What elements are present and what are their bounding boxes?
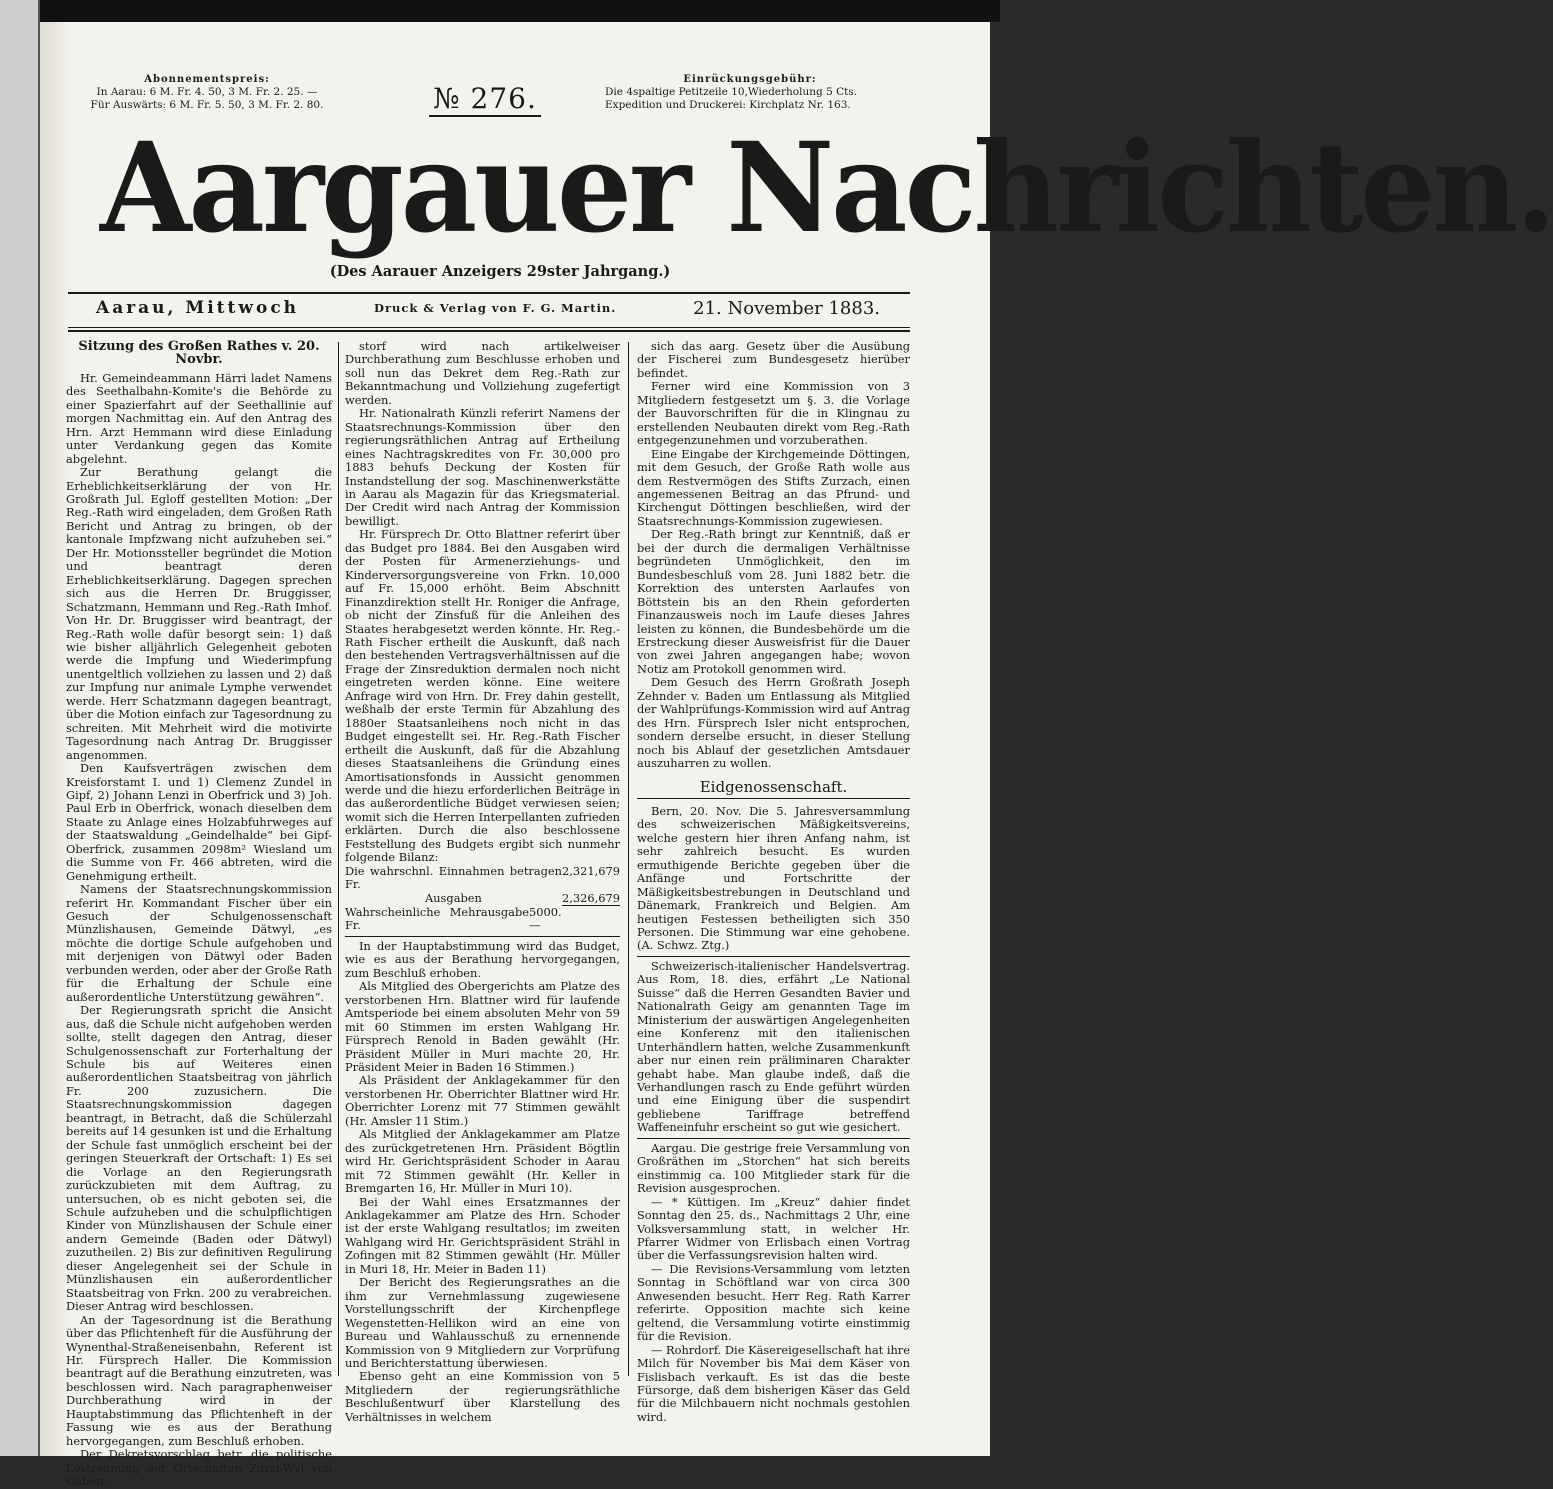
subscription-price-box [72, 73, 342, 112]
paragraph: Hr. Nationalrath Künzli referirt Namens der Staatsrechnungs-Kommission über den regierungsräthlichen Antrag auf Ertheilung eines Nachtragskredites von Fr. 30,000 pro 1883 behufs Deckung der Kosten für Instandstellung der sog. Maschinenwerkstätte in Aarau als Magazin für das Kriegsmaterial. Der Credit wird nach Antrag der Kommission bewilligt. [345, 406, 620, 528]
budget-deficit-label: Wahrscheinliche Mehrausgabe Fr. [345, 905, 530, 933]
advert-fee-line: Expedition und Druckerei: Kirchplatz Nr. 163. [605, 99, 851, 111]
paragraph: Aargau. Die gestrige freie Versammlung von Großräthen im „Storchen“ hat sich bereits einstimmig ca. 100 Mitglieder stark für die Revision ausgesprochen. [637, 1140, 910, 1196]
paragraph: sich das aarg. Gesetz über die Ausübung der Fischerei zum Bundesgesetz hierüber befindet. [637, 339, 910, 380]
paragraph: In der Hauptabstimmung wird das Budget, wie es aus der Berathung hervorgegangen, zum Beschluß erhoben. [345, 938, 620, 980]
paragraph: An der Tagesordnung ist die Berathung über das Pflichtenheft für die Ausführung der Wynenthal-Straßeneisenbahn, Referent ist Hr. Fürsprech Haller. Die Kommission beantragt auf die Berathung einzutreten, was beschlossen wird. Nach paragraphenweiser Durchberathung wird in der Hauptabstimmung das Pflichtenheft in der Fassung wie es aus der Berathung hervorgegangen, zum Beschluß erhoben. [66, 1312, 332, 1448]
budget-separator [345, 936, 620, 937]
budget-expense-row [345, 892, 620, 906]
paragraph: Hr. Fürsprech Dr. Otto Blattner referirt über das Budget pro 1884. Bei den Ausgaben wird der Posten für Armenerziehungs- und Kinderversorgungsvereine von Frkn. 10,000 auf Fr. 15,000 erhöht. Beim Abschnitt Finanzdirektion stellt Hr. Roniger die Anfrage, ob nicht der Zinsfuß für die Anleihen des Staates herabgesetzt werden könnte. Hr. Reg.-Rath Fischer ertheilt die Auskunft, daß nach den bestehenden Vertragsverhältnissen auf die Frage der Zinsreduktion dermalen noch nicht eingetreten werden könne. Eine weitere Anfrage wird von Hrn. Dr. Frey dahin gestellt, weßhalb der erste Termin für Abzahlung des 1880er Staatsanleihens noch nicht in das Budget eingestellt sei. Hr. Reg.-Rath Fischer ertheilt die Auskunft, daß für die Abzahlung dieses Staatsanleihens die Gründung eines Amortisationsfonds in Aussicht genommen werde und die hiezu erforderlichen Beiträge in das außerordentliche Büdget verwiesen seien; womit sich die Herren Interpellanten zufrieden erklärten. Durch die also beschlossene Feststellung des Budgets ergibt sich nunmehr folgende Bilanz: [345, 527, 620, 865]
budget-deficit-row [345, 906, 620, 933]
paragraph: — Die Revisions-Versammlung vom letzten Sonntag in Schöftland war von circa 300 Anwesenden besucht. Herr Reg. Rath Karrer referirte. Opposition machte sich keine geltend, die Versammlung votirte einstimmig für die Revision. [637, 1261, 910, 1344]
budget-income-value: 2,321,679 [562, 863, 620, 878]
paragraph: Schweizerisch-italienischer Handelsvertrag. Aus Rom, 18. dies, erfährt „Le National Suisse“ daß die Herren Gesandten Bavier und Nationalrath Geigy am genannten Tage im Ministerium der auswärtigen Angelegenheiten eine Konferenz mit den italienischen Unterhändlern hatten, welche Zusammenkunft aber nur einen rein präliminaren Charakter gehabt habe. Man glaube indeß, daß die Verhandlungen rasch zu Ende geführt würden und eine Einigung über die suspendirt gebliebene Tariffrage betreffend Waffeneinfuhr erscheint so gut wie gesichert. [637, 958, 910, 1135]
place-day: Aarau, Mittwoch [96, 298, 300, 318]
subscription-line: In Aarau: 6 M. Fr. 4. 50, 3 M. Fr. 2. 25. — [96, 86, 318, 98]
paragraph: Ferner wird eine Kommission von 3 Mitgliedern festgesetzt um §. 3. die Vorlage der Bauvorschriften für die in Klingnau zu erstellenden Neubauten direkt vom Reg.-Rath entgegenzunehmen und vorzuberathen. [637, 379, 910, 448]
paragraph: Namens der Staatsrechnungskommission referirt Hr. Kommandant Fischer über ein Gesuch der Schulgenossenschaft Münzlishausen, Gemeinde Dätwyl, „es möchte die dortige Schule aufgehoben und mit derjenigen von Dätwyl oder Baden verbunden werden, oder aber der Große Rath für die Erhaltung der Schule eine außerordentliche Unterstützung gewähren“. [66, 882, 332, 1004]
advert-fee-line: Die 4spaltige Petitzeile 10,Wiederholung 5 Cts. [605, 86, 858, 98]
subscription-line: Für Auswärts: 6 M. Fr. 5. 50, 3 M. Fr. 2. 80. [90, 99, 324, 111]
paragraph: storf wird nach artikelweiser Durchberathung zum Beschlusse erhoben und soll nun das Dekret dem Reg.-Rath zur Bekanntmachung und Vollziehung zugefertigt werden. [345, 339, 620, 407]
header-rule-mid [68, 327, 910, 328]
article-separator [637, 956, 910, 957]
dateline [68, 298, 910, 326]
column-rule [338, 342, 339, 1376]
scan-left-edge [0, 0, 40, 1456]
paragraph: Als Mitglied der Anklagekammer am Platze des zurückgetretenen Hrn. Präsident Bögtlin wird Hr. Gerichtspräsident Schoder in Aarau mit 72 Stimmen gewählt (Hr. Keller in Bremgarten 16, Hr. Müller in Muri 10). [345, 1127, 620, 1196]
paragraph: Dem Gesuch des Herrn Großrath Joseph Zehnder v. Baden um Entlassung als Mitglied der Wahlprüfungs-Kommission wird auf Antrag des Hrn. Fürsprech Isler nicht entsprochen, sondern derselbe ersucht, in dieser Stellung noch bis Ablauf der gesetzlichen Amtsdauer auszuharren zu wollen. [637, 675, 910, 771]
paragraph: — * Küttigen. Im „Kreuz“ dahier findet Sonntag den 25. ds., Nachmittags 2 Uhr, eine Volksversammlung statt, in welcher Hr. Pfarrer Widmer von Erlisbach einen Vortrag über die Verfassungsrevision halten wird. [637, 1194, 910, 1263]
paragraph: — Rohrdorf. Die Käsereigesellschaft hat ihre Milch für November bis Mai dem Käser von Fislisbach verkauft. Es ist das die beste Fürsorge, daß dem bisherigen Käser das Geld für die Milchbauern nicht nochmals gestohlen wird. [637, 1342, 910, 1424]
budget-income-label: Die wahrschnl. Einnahmen betragen Fr. [345, 863, 563, 892]
budget-income-row [345, 865, 620, 892]
masthead-title: Aargauer Nachrichten. [100, 114, 1553, 261]
paragraph: Ebenso geht an eine Kommission von 5 Mitgliedern der regierungsräthliche Beschlußentwurf über Klarstellung des Verhältnisses in welchem [345, 1369, 620, 1424]
issue-date: 21. November 1883. [693, 298, 880, 319]
paragraph: Eine Eingabe der Kirchgemeinde Döttingen, mit dem Gesuch, der Große Rath wolle aus dem Restvermögen des Stifts Zurzach, einen angemessenen Beitrag an das Pfrund- und Kirchengut Döttingen beschließen, wird der Staatsrechnungs-Kommission zugewiesen. [637, 446, 910, 528]
column-1 [66, 339, 332, 1489]
subscription-title: Abonnementspreis: [144, 74, 270, 85]
paragraph: Als Mitglied des Obergerichts am Platze des verstorbenen Hrn. Blattner wird für laufende Amtsperiode bei einem absoluten Mehr von 59 mit 60 Stimmen im ersten Wahlgang Hr. Fürsprech Renold in Baden gewählt (Hr. Präsident Müller in Muri machte 20, Hr. Präsident Meier in Baden 16 Stimmen.) [345, 979, 620, 1075]
column-2 [345, 339, 620, 1424]
paragraph: Den Kaufsverträgen zwischen dem Kreisforstamt I. und 1) Clemenz Zundel in Gipf, 2) Johann Lenzi in Oberfrick und 3) Joh. Paul Erb in Oberfrick, wonach dieselben dem Staate zu Anlage eines Holzabfuhrweges auf der Staatswaldung „Geindelhalde“ bei Gipf-Oberfrick, zusammen 2098m² Wiesland um die Summe von Fr. 466 abtreten, wird die Genehmigung ertheilt. [66, 761, 332, 883]
section-heading: Eidgenossenschaft. [637, 781, 910, 799]
advert-fee-box [605, 73, 895, 112]
paragraph: Als Präsident der Anklagekammer für den verstorbenen Hr. Oberrichter Blattner wird Hr. Oberrichter Lorenz mit 77 Stimmen gewählt (Hr. Amsler 11 Stim.) [345, 1073, 620, 1128]
paragraph: Bern, 20. Nov. Die 5. Jahresversammlung des schweizerischen Mäßigkeitsvereins, welche gestern hier ihren Anfang nahm, ist sehr zahlreich besucht. Es wurden ermuthigende Berichte gegeben über die Anfänge und Fortschritte der Mäßigkeitsbestrebungen in Deutschland und Dänemark, Frankreich und Belgien. Am heutigen Festessen betheiligten sich 350 Personen. Die Stimmung war eine gehobene. (A. Schwz. Ztg.) [637, 803, 910, 953]
paragraph: Der Reg.-Rath bringt zur Kenntniß, daß er bei der durch die dermaligen Verhältnisse begründeten Unmöglichkeit, den im Bundesbeschluß vom 28. Juni 1882 betr. die Korrektion des untersten Aarlaufes von Böttstein bis an den Rhein geforderten Finanzausweis noch im Laufe dieses Jahres leisten zu können, die Bundesbehörde um die Erstreckung dieser Ausweisfrist für die Dauer von zwei Jahren angegangen habe; wovon Notiz am Protokoll genommen wird. [637, 527, 910, 676]
issue-number-text: № 276. [429, 82, 541, 117]
issue-number [420, 82, 550, 115]
advert-fee-title: Einrückungsgebühr: [683, 74, 817, 85]
paragraph: Bei der Wahl eines Ersatzmannes der Anklagekammer am Platze des Hrn. Schoder ist der erste Wahlgang resultatlos; im zweiten Wahlgang wird Hr. Gerichtspräsident Strähl in Zofingen mit 82 Stimmen gewählt (Hr. Müller in Muri 18, Hr. Meier in Baden 11) [345, 1194, 620, 1276]
column-rule [628, 342, 629, 1376]
scan-top-band [0, 0, 1000, 22]
article-separator [637, 1138, 910, 1139]
paragraph: Der Regierungsrath spricht die Ansicht aus, daß die Schule nicht aufgehoben werden sollte, stellt dagegen den Antrag, dieser Schulgenossenschaft zur Forterhaltung der Schule bis auf Weiteres einen außerordentlichen Staatsbeitrag von jährlich Fr. 200 zuzusichern. Die Staatsrechnungskommission dagegen beantragt, in Betracht, daß die Schülerzahl bereits auf 14 gesunken ist und die Erhaltung der Schule fast unmöglich erscheint bei der geringen Steuerkraft der Ortschaft: 1) Es sei die Vorlage an den Regierungsrath zurückzubieten mit dem Auftrag, zu untersuchen, ob es nicht geboten sei, die Schule aufzuheben und die schulpflichtigen Kinder von Münzlishausen der Schule einer andern Gemeinde (Baden oder Dätwyl) zuzutheilen. 2) Bis zur definitiven Regulirung dieser Angelegenheit sei der Schule in Münzlishausen ein außerordentlicher Staatsbeitrag von Frkn. 200 zu verabreichen. Dieser Antrag wird beschlossen. [66, 1003, 332, 1314]
paragraph: Der Bericht des Regierungsrathes an die ihm zur Vernehmlassung zugewiesene Vorstellungsschrift der Kirchenpflege Wegenstetten-Hellikon wird an eine von Bureau und Wahlausschuß zu ernennende Kommission von 9 Mitgliedern zur Vorprüfung und Berichterstattung überwiesen. [345, 1275, 620, 1370]
budget-expense-value: 2,326,679 [562, 890, 620, 905]
budget-expense-label: Ausgaben [425, 890, 482, 905]
masthead-subtitle: (Des Aarauer Anzeigers 29ster Jahrgang.) [329, 263, 671, 280]
header-rule-top [68, 292, 910, 294]
article-title: Sitzung des Großen Rathes v. 20. Novbr. [78, 339, 320, 368]
column-3 [637, 339, 910, 1424]
publisher-line: Druck & Verlag von F. G. Martin. [374, 301, 617, 315]
paragraph: Hr. Gemeindeammann Härri ladet Namens des Seethalbahn-Komite's die Behörde zu einer Spazierfahrt auf der Seethallinie auf morgen Nachmittag ein. Auf den Antrag des Hrn. Arzt Hemmann wird diese Einladung unter Verdankung gegen das Komite abgelehnt. [66, 370, 332, 466]
budget-deficit-value: 5000.— [529, 905, 562, 933]
paragraph: Der Dekretsvorschlag betr. die politische Lostrennung der Ortschaften Zurzi-Wyl von Geben- [66, 1447, 332, 1489]
header-rule-bottom [68, 330, 910, 332]
paragraph: Zur Berathung gelangt die Erheblichkeitserklärung der von Hr. Großrath Jul. Egloff gestellten Motion: „Der Reg.-Rath wird eingeladen, dem Großen Rath Bericht und Antrag zu bringen, ob der kantonale Impfzwang nicht aufzuheben sei.“ Der Hr. Motionssteller begründet die Motion und beantragt deren Erheblichkeitserklärung. Dagegen sprechen sich aus die Herren Dr. Bruggisser, Schatzmann, Hemmann und Reg.-Rath Imhof. Von Hr. Dr. Bruggisser wird beantragt, der Reg.-Rath wolle dafür besorgt sein: 1) daß wie bisher alljährlich Gelegenheit geboten werde die Impfung und Wiederimpfung unentgeltlich vollziehen zu lassen und 2) daß zur Impfung nur animale Lymphe verwendet werde. Herr Schatzmann dagegen beantragt, über die Motion einfach zur Tagesordnung zu schreiten. Mit Mehrheit wird die motivirte Tagesordnung nach Antrag Dr. Bruggisser angenommen. [66, 465, 332, 762]
